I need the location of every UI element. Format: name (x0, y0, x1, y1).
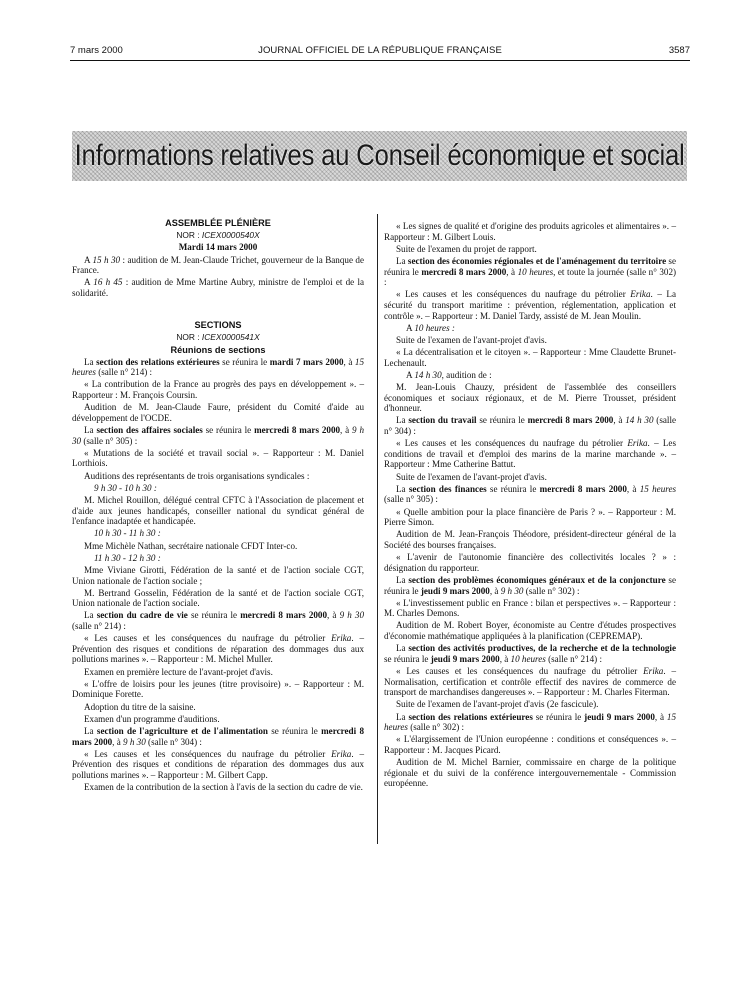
time-slot: A 14 h 30, audition de : (406, 369, 492, 380)
paragraph: M. Jean-Louis Chauzy, président de l'assemblée des conseillers économiques et sociaux régionaux, et de M. Pierre Trousset, président d'honneur. (384, 382, 676, 414)
section-heading: Réunions de sections (170, 344, 266, 355)
paragraph: « L'élargissement de l'Union européenne : conditions et conséquences ». – Rapporteur : M. Jacques Picard. (384, 734, 676, 755)
paragraph: Examen en première lecture de l'avant-projet d'avis. (84, 666, 273, 677)
paragraph: « Les causes et les conséquences du naufrage du pétrolier Erika. – Normalisation, certification et contrôle effectif des navires de commerce de transport de marchandises dangereuses ». – Rapporteur : M. Charles Fiterman. (384, 666, 676, 698)
header-date: 7 mars 2000 (70, 45, 123, 56)
time-slot: 9 h 30 - 10 h 30 : (94, 482, 157, 493)
paragraph: Suite de l'examen de l'avant-projet d'avis. (396, 471, 547, 482)
paragraph: « Les causes et les conséquences du naufrage du pétrolier Erika. – Prévention des risques et conditions de réparation des dommages dus aux pollutions marines ». – Rapporteur : M. Gilbert Capp. (72, 748, 364, 780)
paragraph: La section des problèmes économiques généraux et de la conjoncture se réunira le jeudi 9 mars 2000, à 9 h 30 (salle n° 302) : (384, 574, 676, 596)
paragraph: M. Bertrand Gosselin, Fédération de la santé et de l'action sociale CGT, Union nationale de l'action sociale. (72, 587, 364, 609)
paragraph: Examen d'un programme d'auditions. (84, 713, 220, 724)
time-slot: A 10 heures : (406, 322, 455, 333)
section-banner (72, 131, 687, 181)
paragraph: « L'avenir de l'autonomie financière des collectivités locales ? » : désignation du rapporteur. (384, 552, 676, 573)
banner-title: Informations relatives au Conseil économique et social (74, 139, 685, 172)
paragraph: « L'offre de loisirs pour les jeunes (titre provisoire) ». – Rapporteur : M. Dominique Forette. (72, 678, 364, 700)
section-heading: ASSEMBLÉE PLÉNIÈRE (165, 218, 271, 228)
paragraph: La section des activités productives, de la recherche et de la technologie se réunira le jeudi 9 mars 2000, à 10 heures (salle n° 214) : (384, 643, 676, 664)
paragraph: « La contribution de la France au progrès des pays en développement ». – Rapporteur : M. François Coursin. (72, 379, 364, 401)
paragraph: « La décentralisation et le citoyen ». – Rapporteur : Mme Claudette Brunet-Lechenault. (384, 347, 676, 368)
paragraph: « Mutations de la société et travail social ». – Rapporteur : M. Daniel Lorthiois. (72, 447, 364, 469)
right-column (384, 221, 676, 791)
paragraph: Auditions des représentants de trois organisations syndicales : (84, 470, 310, 481)
paragraph: « Quelle ambition pour la place financière de Paris ? ». – Rapporteur : M. Pierre Simon. (384, 506, 676, 528)
paragraph: Examen de la contribution de la section à l'avis de la section du cadre de vie. (84, 782, 363, 793)
paragraph: Mme Viviane Girotti, Fédération de la santé et de l'action sociale CGT, Union nationale de l'action sociale ; (72, 564, 364, 586)
paragraph: Mme Michèle Nathan, secrétaire nationale CFDT Inter-co. (84, 540, 298, 551)
paragraph: A 15 h 30 : audition de M. Jean-Claude Trichet, gouverneur de la Banque de France. (72, 254, 364, 276)
column-divider (377, 214, 378, 844)
paragraph: Audition de M. Jean-François Théodore, président-directeur général de la Société des bourses françaises. (384, 529, 676, 550)
paragraph: « Les causes et les conséquences du naufrage du pétrolier Erika. – Les conditions de travail et d'emploi des marins de la marine marchande ». – Rapporteur : Mme Catherine Battut. (384, 438, 676, 470)
header-rule (70, 60, 690, 61)
paragraph: Adoption du titre de la saisine. (84, 701, 196, 712)
paragraph: « Les causes et les conséquences du naufrage du pétrolier Erika. – Prévention des risques et conditions de réparation des dommages dus aux pollutions marines ». – Rapporteur : M. Michel Muller. (72, 633, 364, 665)
section-gap (72, 300, 364, 320)
section-heading: SECTIONS (194, 320, 242, 331)
nor-reference: NOR : ICEX0000540X (176, 230, 260, 241)
paragraph: Audition de M. Jean-Claude Faure, président du Comité d'aide au développement de l'OCDE. (72, 402, 364, 423)
time-slot: 11 h 30 - 12 h 30 : (94, 552, 161, 563)
paragraph: La section du travail se réunira le mercredi 8 mars 2000, à 14 h 30 (salle n° 304) : (384, 415, 677, 437)
paragraph: La section des relations extérieures se réunira le jeudi 9 mars 2000, à 15 heures (salle n° 302) : (384, 711, 677, 733)
paragraph: A 16 h 45 : audition de Mme Martine Aubry, ministre de l'emploi et de la solidarité. (72, 277, 365, 298)
paragraph: Suite de l'examen du projet de rapport. (396, 243, 537, 254)
paragraph: Audition de M. Michel Barnier, commissaire en charge de la politique régionale et du suivi de la conférence intergouvernementale - Commission européenne. (384, 757, 676, 789)
paragraph: La section des économies régionales et de l'aménagement du territoire se réunira le mercredi 8 mars 2000, à 10 heures, et toute la journée (salle n° 302) : (384, 255, 677, 288)
left-column (72, 218, 364, 794)
paragraph: M. Michel Rouillon, délégué central CFTC à l'Association de placement et d'aide aux jeunes handicapés, conseiller national du syndicat général de l'enfance inadaptée et handicapée. (72, 494, 364, 527)
paragraph: La section de l'agriculture et de l'alimentation se réunira le mercredi 8 mars 2000, à 9 h 30 (salle n° 304) : (72, 725, 364, 747)
nor-reference: NOR : ICEX0000541X (176, 332, 260, 343)
paragraph: « L'investissement public en France : bilan et perspectives ». – Rapporteur : M. Charles Demons. (384, 597, 676, 619)
paragraph: La section du cadre de vie se réunira le mercredi 8 mars 2000, à 9 h 30 (salle n° 214) : (72, 610, 365, 632)
paragraph: La section des relations extérieures se réunira le mardi 7 mars 2000, à 15 heures (salle n° 214) : (72, 356, 365, 378)
paragraph: Audition de M. Robert Boyer, économiste au Centre d'études prospectives d'économie mathématique appliquées à la planification (CEPREMAP). (384, 620, 676, 642)
paragraph: Suite de l'examen de l'avant-projet d'avis (2e fascicule). (396, 699, 599, 710)
journal-title: JOURNAL OFFICIEL DE LA RÉPUBLIQUE FRANÇAISE (258, 45, 502, 56)
paragraph: La section des finances se réunira le mercredi 8 mars 2000, à 15 heures (salle n° 305) : (384, 483, 677, 505)
paragraph: « Les signes de qualité et d'origine des produits agricoles et alimentaires ». – Rapporteur : M. Gilbert Louis. (384, 221, 676, 242)
paragraph: « Les causes et les conséquences du naufrage du pétrolier Erika. – La sécurité du transport maritime : prévention, réglementation, application et contrôle ». – Rapporteur : M. Daniel Tardy, assisté de M. Jean Moulin. (384, 289, 676, 321)
page-number: 3587 (668, 45, 690, 56)
session-date: Mardi 14 mars 2000 (178, 242, 258, 253)
paragraph: La section des affaires sociales se réunira le mercredi 8 mars 2000, à 9 h 30 (salle n° 305) : (72, 425, 364, 446)
paragraph: Suite de l'examen de l'avant-projet d'avis. (396, 334, 547, 345)
time-slot: 10 h 30 - 11 h 30 : (94, 528, 161, 539)
